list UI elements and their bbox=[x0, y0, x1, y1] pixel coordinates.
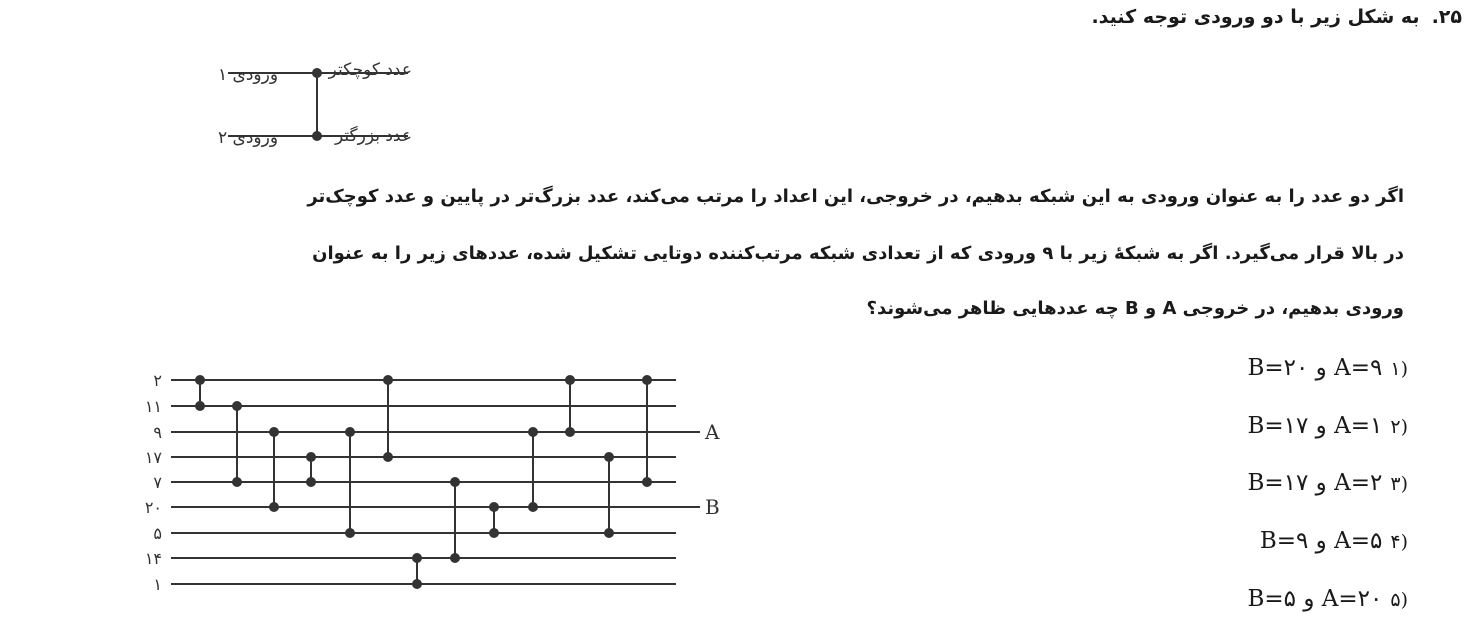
network-node bbox=[450, 553, 460, 563]
network-node bbox=[269, 427, 279, 437]
output-label-b: B bbox=[705, 495, 720, 519]
comparator-node bbox=[312, 68, 322, 78]
option-text: A=۹ و B=۲۰ bbox=[1247, 355, 1383, 381]
option-number: (۵ bbox=[1390, 589, 1408, 611]
option-text: A=۵ و B=۹ bbox=[1259, 528, 1383, 554]
network-node bbox=[232, 477, 242, 487]
option-number: (۱ bbox=[1390, 358, 1408, 380]
option-1[interactable] bbox=[1247, 355, 1408, 381]
input-bottom-label: ورودی ۲ bbox=[218, 128, 279, 148]
network-node bbox=[642, 375, 652, 385]
body-line-2: در بالا قرار می‌گیرد. اگر به شبکهٔ زیر با ۹ ورودی که از تعدادی شبکه مرتب‌کننده دوتایی تشکیل شده، عددهای زیر را به عنوان bbox=[312, 243, 1404, 264]
option-text: A=۲ و B=۱۷ bbox=[1247, 470, 1383, 496]
input-value-label: ۲ bbox=[153, 371, 162, 390]
network-node bbox=[412, 553, 422, 563]
network-node bbox=[489, 528, 499, 538]
network-node bbox=[565, 427, 575, 437]
option-4[interactable] bbox=[1260, 528, 1408, 554]
option-number: (۲ bbox=[1390, 416, 1408, 438]
comparator-diagram bbox=[0, 40, 560, 160]
network-node bbox=[565, 375, 575, 385]
network-node bbox=[195, 401, 205, 411]
input-value-label: ۱ bbox=[153, 575, 162, 594]
network-node bbox=[604, 452, 614, 462]
input-value-label: ۱۱ bbox=[144, 397, 162, 416]
input-value-label: ۱۷ bbox=[144, 448, 162, 467]
option-number: (۳ bbox=[1390, 473, 1408, 495]
output-top-label: عدد کوچکتر bbox=[328, 60, 412, 80]
network-node bbox=[306, 452, 316, 462]
network-node bbox=[383, 375, 393, 385]
input-value-label: ۹ bbox=[153, 423, 162, 442]
option-5[interactable] bbox=[1248, 586, 1409, 612]
network-node bbox=[489, 502, 499, 512]
network-node bbox=[232, 401, 242, 411]
network-node bbox=[528, 427, 538, 437]
option-2[interactable] bbox=[1247, 413, 1408, 439]
network-node bbox=[412, 579, 422, 589]
body-line-1: اگر دو عدد را به عنوان ورودی به این شبکه بدهیم، در خروجی، این اعداد را مرتب می‌کند، عدد بزرگ‌تر در پایین و عدد کوچک‌تر bbox=[307, 186, 1404, 207]
network-node bbox=[528, 502, 538, 512]
network-node bbox=[604, 528, 614, 538]
question-title: به شکل زیر با دو ورودی توجه کنید. bbox=[1091, 6, 1420, 28]
input-value-label: ۱۴ bbox=[144, 549, 162, 568]
network-node bbox=[195, 375, 205, 385]
comparator-node bbox=[312, 131, 322, 141]
network-node bbox=[383, 452, 393, 462]
network-node bbox=[269, 502, 279, 512]
network-node bbox=[306, 477, 316, 487]
network-node bbox=[345, 427, 355, 437]
output-label-a: A bbox=[705, 420, 720, 444]
input-top-label: ورودی ۱ bbox=[218, 65, 279, 85]
body-line-3: ورودی بدهیم، در خروجی A و B چه عددهایی ظاهر می‌شوند؟ bbox=[866, 298, 1404, 319]
network-node bbox=[642, 477, 652, 487]
input-value-label: ۵ bbox=[153, 524, 162, 543]
option-text: A=۱ و B=۱۷ bbox=[1247, 413, 1383, 439]
question-header bbox=[1091, 6, 1462, 28]
option-text: A=۲۰ و B=۵ bbox=[1247, 586, 1383, 612]
option-number: (۴ bbox=[1390, 531, 1408, 553]
output-bottom-label: عدد بزرگتر bbox=[335, 126, 412, 146]
input-value-label: ۷ bbox=[153, 473, 162, 492]
option-3[interactable] bbox=[1247, 470, 1408, 496]
input-value-label: ۲۰ bbox=[144, 498, 162, 517]
network-node bbox=[450, 477, 460, 487]
sorting-network bbox=[0, 355, 760, 615]
network-node bbox=[345, 528, 355, 538]
question-number: ۲۵. bbox=[1431, 6, 1462, 28]
